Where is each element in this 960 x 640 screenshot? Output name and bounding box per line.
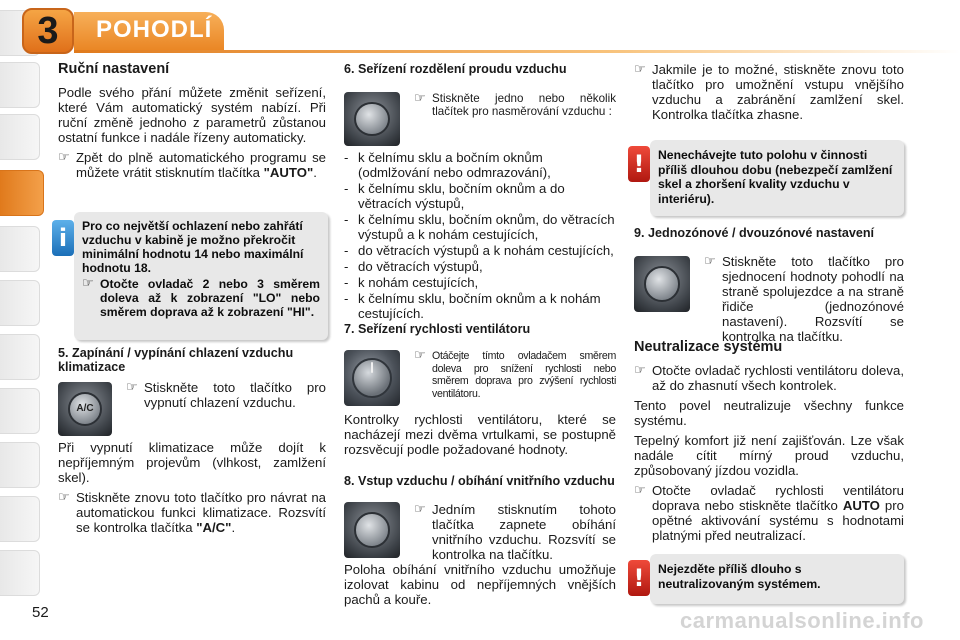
lo-label: "LO" — [252, 291, 282, 305]
ac-button-picture — [58, 382, 112, 436]
chapter-tab[interactable] — [0, 114, 40, 160]
warning-icon: ! — [628, 560, 650, 596]
ac-off-paragraph: Při vypnutí klimatizace může dojít k nepříjemným projevům (vlhkost, zamlžení skel). — [58, 440, 326, 485]
chapter-tab-strip — [0, 0, 42, 640]
warning-icon: ! — [628, 146, 650, 182]
section-6-instruction — [414, 92, 616, 123]
mono-dual-zone-face — [644, 266, 680, 302]
air-direction-item: - do větracích výstupů a k nohám cestujících, — [344, 243, 616, 258]
section-7-title: 7. Seřízení rychlosti ventilátoru — [344, 322, 531, 336]
air-direction-item: - k čelnímu sklu, bočním oknům a do větracích výstupů, — [344, 181, 616, 211]
ac-reactivate-text: Stiskněte znovu toto tlačítko pro návrat na automatickou funkci klimatizace. Rozsvítí se kontrolka tlačítka — [76, 490, 326, 535]
section-8-body — [344, 562, 616, 612]
air-direction-item: - k čelnímu sklu, bočním oknům a k nohám cestujících. — [344, 291, 616, 321]
chapter-tab-active[interactable] — [0, 170, 44, 216]
chapter-title: POHODLÍ — [96, 16, 213, 43]
recirculation-button-picture — [344, 502, 400, 558]
air-direction-item: - do větracích výstupů, — [344, 259, 616, 274]
fan-speed-instruction: ☞ Otáčejte tímto ovladačem směrem doleva pro snížení rychlosti nebo směrem doprava pro zvýšení rychlosti ventilátoru. — [414, 350, 616, 400]
warning-box-recirculation — [650, 140, 904, 216]
section-heading-manual: Ruční nastavení — [58, 61, 170, 77]
mono-zone-instruction: ☞ Stiskněte toto tlačítko pro sjednocení hodnoty pohodlí na straně spolujezdce a na straně řidiče (jednozónové nastavení). Rozsvítí se kontrolka na tlačítku. — [704, 254, 904, 344]
recirculation-instruction: ☞ Jedním stisknutím tohoto tlačítka zapnete obíhání vnitřního vzduchu. Rozsvítí se kontrolka na tlačítku. — [414, 502, 616, 562]
section-7-body — [344, 412, 616, 462]
auto-button-label: AUTO — [842, 498, 880, 513]
recirculation-paragraph: Poloha obíhání vnitřního vzduchu umožňuje izolovat kabinu od nepříjemných vnějších pachů a kouře. — [344, 562, 616, 607]
info-line2-pre: Otočte ovladač 2 nebo 3 směrem doleva až k zobrazení — [100, 277, 320, 305]
return-auto-end: . — [313, 165, 317, 180]
air-direction-item: - k nohám cestujících, — [344, 275, 616, 290]
right-intro — [634, 62, 904, 127]
section-7-header — [344, 322, 616, 336]
hi-label: "HI" — [286, 305, 311, 319]
return-auto-instruction — [58, 150, 326, 180]
header-rule — [74, 50, 960, 53]
section-5-body — [58, 440, 326, 540]
info-box — [74, 212, 328, 340]
section-6-title: 6. Seřízení rozdělení proudu vzduchu — [344, 62, 567, 76]
outside-air-instruction: ☞ Jakmile je to možné, stiskněte znovu toto tlačítko pro umožnění vstupu vnějšího vzduchu a zabránění zamlžení skel. Kontrolka tlačítka zhasne. — [634, 62, 904, 122]
neutralization-section — [634, 340, 904, 548]
chapter-number-badge: 3 — [22, 8, 74, 54]
section-8-header — [344, 474, 616, 488]
reactivate-text-end: pro opětné aktivování systému s hodnotami platnými před neutralizací. — [652, 498, 904, 543]
mono-dual-zone-button-picture — [634, 256, 690, 312]
section-7-instruction — [414, 350, 616, 405]
section-5-instruction — [126, 380, 326, 415]
warning-text-neutralized: Nejezděte příliš dlouho s neutralizovaným systémem. — [658, 562, 821, 591]
left-column — [58, 62, 326, 185]
recirculation-button-face — [354, 512, 390, 548]
chapter-tab[interactable] — [0, 62, 40, 108]
section-6-header — [344, 62, 616, 76]
reactivate-step — [634, 483, 904, 543]
knob-ring — [352, 358, 392, 398]
air-direction-list — [344, 150, 616, 321]
chapter-tab[interactable] — [0, 550, 40, 596]
chapter-tab[interactable] — [0, 496, 40, 542]
info-line2-mid: nebo směrem doprava až k zobrazení — [100, 291, 320, 319]
chapter-tab[interactable] — [0, 280, 40, 326]
air-direction-item: - k čelnímu sklu, bočním oknům, do větracích výstupů a k nohám cestujících, — [344, 212, 616, 242]
chapter-tab[interactable] — [0, 442, 40, 488]
neutralize-step: ☞ Otočte ovladač rychlosti ventilátoru doleva, až do zhasnutí všech kontrolek. — [634, 363, 904, 393]
section-9-title: 9. Jednozónové / dvouzónové nastavení — [634, 226, 875, 240]
section-5 — [58, 346, 326, 374]
air-distribution-button-picture — [344, 92, 400, 146]
warning-box-neutralized — [650, 554, 904, 604]
reactivate-text: Otočte ovladač rychlosti ventilátoru doprava nebo stiskněte tlačítko — [652, 483, 904, 513]
warning-text-recirculation: Nenechávejte tuto polohu v činnosti příliš dlouhou dobu (nebezpečí zamlžení skel a zhoršení kvality vzduchu v interiéru). — [658, 148, 893, 206]
air-distribution-instruction: ☞ Stiskněte jedno nebo několik tlačítek pro nasměrování vzduchu : — [414, 92, 616, 118]
watermark: carmanualsonline.info — [680, 608, 924, 633]
section-9-header — [634, 226, 904, 240]
chapter-tab[interactable] — [0, 226, 40, 272]
return-auto-text: Zpět do plně automatického programu se můžete vrátit stisknutím tlačítka — [76, 150, 326, 180]
neutralize-paragraph-2: Tepelný komfort již není zajišťován. Lze však nadále cítit mírný proud vzduchu, způsobovaný jízdou vozidla. — [634, 433, 904, 478]
section-8-instruction — [414, 502, 616, 567]
ac-reactivate-end: . — [231, 520, 236, 535]
neutralize-paragraph-1: Tento povel neutralizuje všechny funkce systému. — [634, 398, 904, 428]
fan-speed-paragraph: Kontrolky rychlosti ventilátoru, které se nacházejí mezi dvěma vrtulkami, se postupně rozsvěcují podle požadované hodnoty. — [344, 412, 616, 457]
chapter-tab[interactable] — [0, 388, 40, 434]
page-number: 52 — [32, 604, 49, 621]
ac-reactivate-instruction — [58, 490, 326, 535]
ac-button-label: "A/C" — [196, 520, 232, 535]
info-icon: i — [52, 220, 74, 256]
air-direction-item: - k čelnímu sklu a bočním oknům (odmlžování nebo odmrazování), — [344, 150, 616, 180]
chapter-tab[interactable] — [0, 334, 40, 380]
auto-button-label: "AUTO" — [263, 165, 314, 180]
air-distribution-face — [354, 102, 390, 137]
info-box-line2 — [82, 277, 320, 319]
section-6-list — [344, 150, 616, 322]
info-box-line1: Pro co největší ochlazení nebo zahřátí vzduchu v kabině je možno překročit minimální hodnotu 14 nebo maximální hodnotu 18. — [82, 219, 304, 275]
info-line2-end: . — [310, 305, 315, 319]
fan-speed-knob-picture — [344, 350, 400, 406]
section-5-title: 5. Zapínání / vypínání chlazení vzduchu klimatizace — [58, 346, 294, 374]
ac-off-instruction: ☞ Stiskněte toto tlačítko pro vypnutí chlazení vzduchu. — [126, 380, 326, 410]
section-9-instruction — [704, 254, 904, 349]
ac-button-face: A/C — [68, 392, 103, 427]
section-8-title: 8. Vstup vzduchu / obíhání vnitřního vzduchu — [344, 474, 615, 488]
intro-paragraph: Podle svého přání můžete změnit seřízení, které Vám automatický systém nabízí. Při ruční změně jednoho z parametrů zůstanou ostatní funkce i nadále řízeny automaticky. — [58, 85, 326, 145]
neutralization-heading: Neutralizace systému — [634, 339, 783, 355]
